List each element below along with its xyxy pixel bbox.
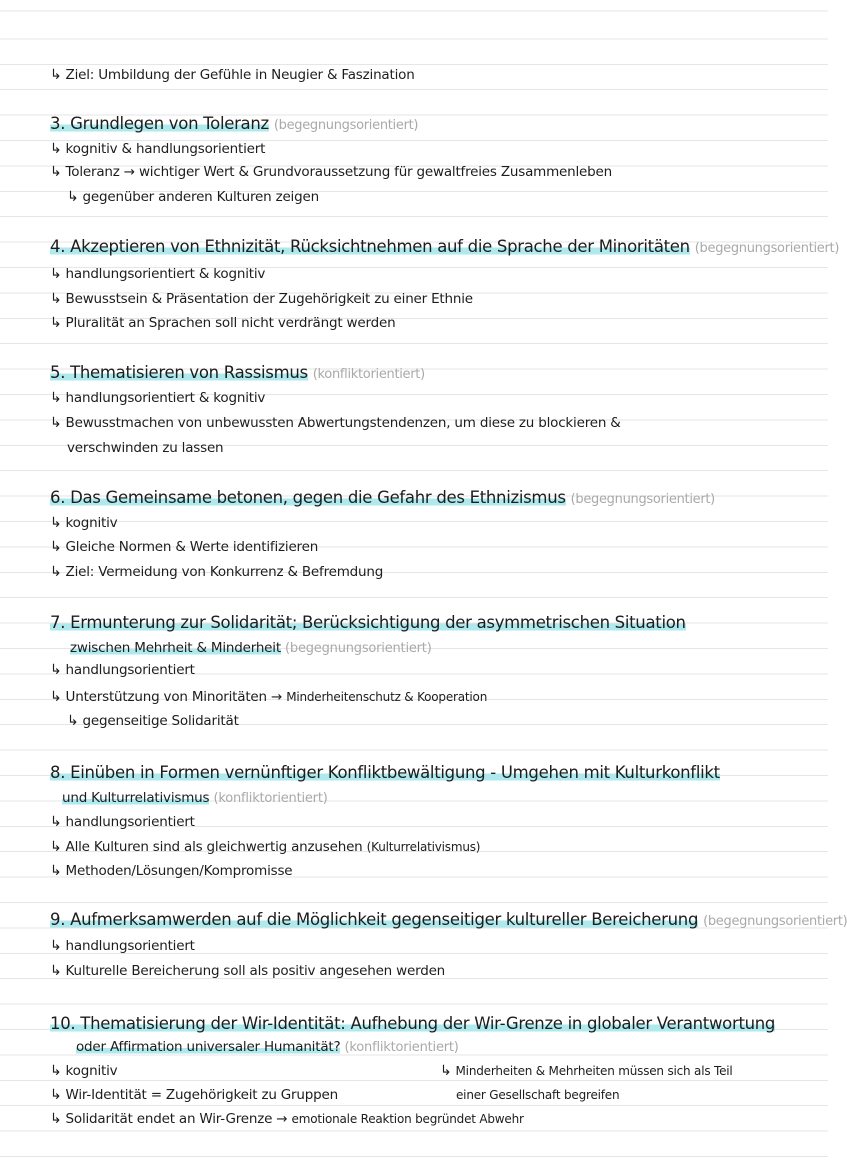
note-line: ↳ Wir-Identität = Zugehörigkeit zu Gruppen [50,1087,338,1103]
section-heading: 9. Aufmerksamwerden auf die Möglichkeit gegenseitiger kultureller Bereicherung (begegnungsorientiert) [50,910,847,929]
arrow-icon: ↳ [50,390,62,406]
arrow-icon: ↳ [50,539,62,555]
note-line: verschwinden zu lassen [67,440,224,456]
note-line: ↳ gegenüber anderen Kulturen zeigen [67,189,319,205]
arrow-icon: ↳ [50,141,62,157]
arrow-icon: ↳ [50,938,62,954]
note-line: ↳ Solidarität endet an Wir-Grenze → emotionale Reaktion begründet Abwehr [50,1111,524,1127]
note-line: ↳ Ziel: Vermeidung von Konkurrenz & Befremdung [50,564,384,580]
section-heading: 3. Grundlegen von Toleranz (begegnungsorientiert) [50,114,419,133]
arrow-icon: ↳ [50,863,62,879]
section-heading: 5. Thematisieren von Rassismus (konfliktorientiert) [50,363,425,382]
arrow-icon: ↳ [50,662,62,678]
arrow-icon: ↳ [50,67,62,83]
arrow-icon: ↳ [50,266,62,282]
note-line: ↳ handlungsorientiert & kognitiv [50,390,266,406]
note-line: ↳ kognitiv & handlungsorientiert [50,141,266,157]
note-line: ↳ kognitiv [50,1063,118,1079]
note-line: ↳ handlungsorientiert [50,814,195,830]
arrow-icon: ↳ [50,839,62,855]
arrow-icon: ↳ [50,689,62,705]
arrow-icon: ↳ [67,713,79,729]
note-line: ↳ Alle Kulturen sind als gleichwertig anzusehen (Kulturrelativismus) [50,839,481,855]
note-line: ↳ Kulturelle Bereicherung soll als positiv angesehen werden [50,963,446,979]
note-line: ↳ handlungsorientiert & kognitiv [50,266,266,282]
arrow-icon: ↳ [440,1063,452,1079]
note-line-right: ↳ Minderheiten & Mehrheiten müssen sich als Teil [440,1063,733,1079]
note-line: ↳ Bewusstsein & Präsentation der Zugehörigkeit zu einer Ethnie [50,291,473,307]
arrow-icon: ↳ [50,1087,62,1103]
arrow-icon: ↳ [67,189,79,205]
arrow-icon: ↳ [50,164,62,180]
note-line: ↳ Gleiche Normen & Werte identifizieren [50,539,319,555]
note-line: ↳ kognitiv [50,515,118,531]
arrow-icon: ↳ [50,1111,62,1127]
arrow-icon: ↳ [50,814,62,830]
section-heading: 10. Thematisierung der Wir-Identität: Aufhebung der Wir-Grenze in globaler Verantwortung [50,1014,776,1033]
note-line: ↳ handlungsorientiert [50,662,195,678]
arrow-icon: ↳ [50,291,62,307]
section-heading: 8. Einüben in Formen vernünftiger Konfliktbewältigung - Umgehen mit Kulturkonflikt [50,763,720,782]
note-line: ↳ Toleranz → wichtiger Wert & Grundvoraussetzung für gewaltfreies Zusammenleben [50,164,612,180]
arrow-icon: ↳ [50,315,62,331]
section-heading-continued: und Kulturrelativismus (konfliktorientiert) [62,790,328,806]
section-heading: 4. Akzeptieren von Ethnizität, Rücksichtnehmen auf die Sprache der Minoritäten (begegnungsorientiert) [50,237,840,256]
note-line: ↳ Bewusstmachen von unbewussten Abwertungstendenzen, um diese zu blockieren & [50,415,621,431]
note-line: ↳ Unterstützung von Minoritäten → Minderheitenschutz & Kooperation [50,689,488,705]
arrow-icon: ↳ [50,515,62,531]
note-line-right: einer Gesellschaft begreifen [456,1088,620,1102]
section-heading: 7. Ermunterung zur Solidarität; Berücksichtigung der asymmetrischen Situation [50,613,686,632]
section-heading-continued: oder Affirmation universaler Humanität? (konfliktorientiert) [76,1039,459,1055]
arrow-icon: ↳ [50,415,62,431]
note-line: ↳ Pluralität an Sprachen soll nicht verdrängt werden [50,315,396,331]
note-line: ↳ gegenseitige Solidarität [67,713,239,729]
section-heading: 6. Das Gemeinsame betonen, gegen die Gefahr des Ethnizismus (begegnungsorientiert) [50,488,715,507]
arrow-icon: ↳ [50,963,62,979]
arrow-icon: ↳ [50,1063,62,1079]
section-heading-continued: zwischen Mehrheit & Minderheit (begegnungsorientiert) [70,640,432,656]
note-line: ↳ Ziel: Umbildung der Gefühle in Neugier & Faszination [50,67,415,83]
note-line: ↳ Methoden/Lösungen/Kompromisse [50,863,293,879]
arrow-icon: ↳ [50,564,62,580]
note-line: ↳ handlungsorientiert [50,938,195,954]
